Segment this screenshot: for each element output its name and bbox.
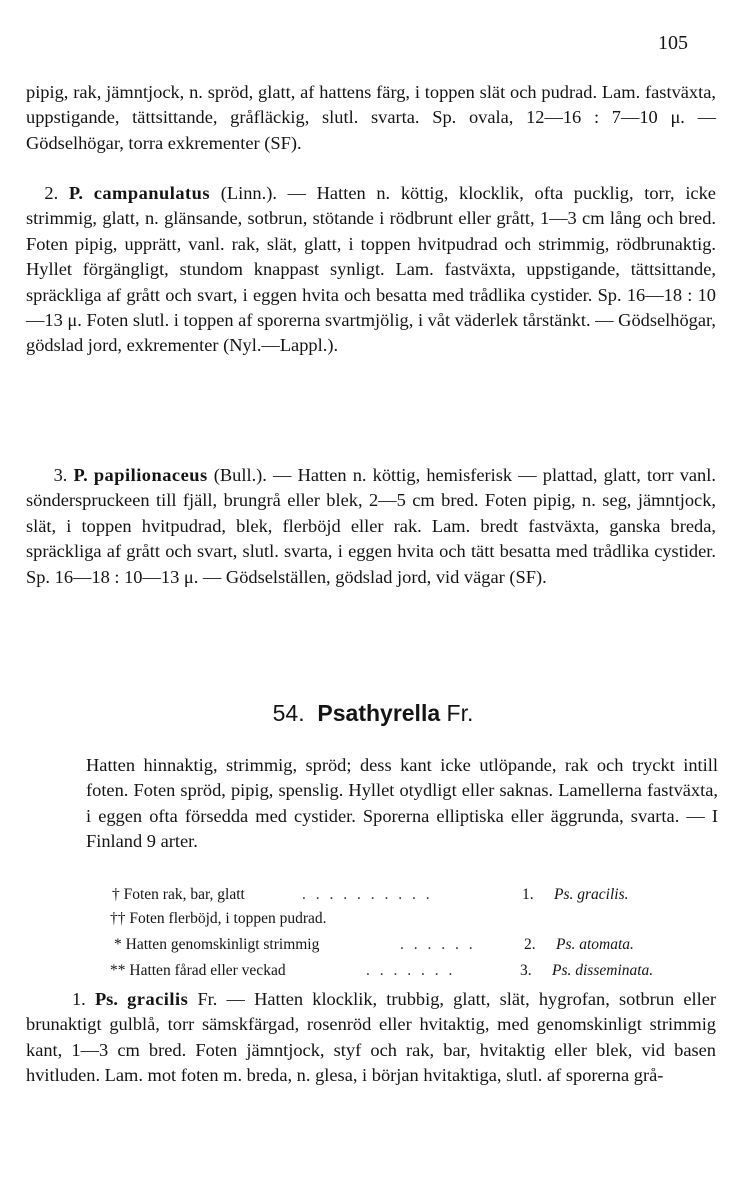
key-mark: * — [114, 936, 122, 953]
entry-text: — Hatten n. köttig, hemisferisk — plattad, glatt, torr vanl. sönderspruckeen till fjäll, brungrå eller blek, 2—5 cm bred. Foten pipig, n. seg, jämntjock, slät, i toppen hvitpudrad, blek, flerböjd eller rak. Lam. bredt fastväxta, ganska breda, spräckliga af grått och svart, slutl. svarta, i eggen hvita och tätt besatta med trådlika cystider. Sp. 16—18 : 10—13 μ. — Gödselställen, gödslad jord, vid vägar (SF). — [26, 465, 716, 587]
entry-text: — Hatten n. köttig, klocklik, ofta pucklig, torr, icke strimmig, glatt, n. glänsande, sotbrun, stötande i rödbrunt eller grått, 1—3 cm lång och bred. Foten pipig, upprätt, vanl. rak, slät, glatt, i toppen hvitpudrad och strimmig, rödbrunaktig. Hyllet förgängligt, stundom knappast synligt. Lam. fastväxta, uppstigande, tättsittande, spräckliga af grått och svart, i eggen hvita och besatta med trådlika cystider. Sp. 16—18 : 10—13 μ. Foten slutl. i toppen af sporerna svartmjölig, i våt väderlek tårstänkt. — Gödselhögar, gödslad jord, exkrementer (Nyl.—Lappl.). — [26, 183, 716, 356]
entry-author: (Linn.). — [220, 183, 277, 203]
entry-species: papilionaceus — [93, 465, 208, 485]
key-row — [110, 962, 710, 986]
genus-heading — [0, 700, 746, 727]
genus-description — [86, 753, 718, 855]
key-text: Foten rak, bar, glatt — [123, 886, 245, 903]
entry-species: campanulatus — [93, 183, 211, 203]
key-species: Ps. atomata. — [556, 936, 634, 953]
key-leader: . . . . . . . — [366, 962, 456, 979]
entry-species: gracilis — [127, 989, 189, 1009]
species-entry-papilionaceus — [26, 463, 716, 590]
genus-description-text: Hatten hinnaktig, strimmig, spröd; dess kant icke utlöpande, rak och tryckt intill foten. Foten spröd, pipig, spenslig. Hyllet otydligt eller saknas. Lamellerna fastväxta, i eggen ofta försedda med cystider. Sporerna elliptiska eller äggrunda, svarta. — I Finland 9 arter. — [86, 755, 718, 852]
key-mark: †† — [110, 910, 126, 927]
entry-number: 1. — [71, 989, 86, 1009]
key-text: Foten flerböjd, i toppen pudrad. — [129, 910, 327, 927]
entry-paragraph — [26, 987, 716, 1089]
genus-name: Psathyrella — [317, 700, 441, 726]
genus-number: 54. — [272, 700, 305, 726]
key-leader: . . . . . . . . . . — [302, 886, 433, 903]
entry-paragraph — [26, 181, 716, 359]
key-mark: † — [112, 886, 120, 903]
entry-text: — Hatten klocklik, trubbig, glatt, slät, hygrofan, sotbrun eller brunaktigt gulblå, torr sämskfärgad, rosenröd eller hvitaktig, med genomskinligt strimmig kant, 1—3 cm bred. Foten jämntjock, styf och rak, bar, hvitaktig eller blek, vid basen hvitluden. Lam. mot foten m. breda, n. glesa, i början hvitaktiga, slutl. af sporerna grå- — [26, 989, 716, 1086]
key-text: Hatten fårad eller veckad — [129, 962, 286, 979]
key-number: 3. — [520, 962, 532, 979]
key-text: Hatten genomskinligt strimmig — [125, 936, 320, 953]
entry-genus: P. — [73, 465, 88, 485]
page-number: 105 — [658, 32, 688, 54]
key-number: 1. — [522, 886, 534, 903]
key-mark: ** — [110, 962, 126, 979]
entry-author: Fr. — [197, 989, 218, 1009]
species-entry-campanulatus — [26, 181, 716, 359]
key-species: Ps. disseminata. — [552, 962, 654, 979]
paragraph-continuation — [26, 80, 716, 156]
entry-number: 3. — [53, 465, 68, 485]
continuation-text: pipig, rak, jämntjock, n. spröd, glatt, af hattens färg, i toppen slät och pudrad. Lam. fastväxta, uppstigande, tättsittande, gråfläckig, slutl. svarta. Sp. ovala, 12—16 : 7—10 μ. — Gödselhögar, torra exkrementer (SF). — [26, 82, 716, 153]
entry-author: (Bull.). — [213, 465, 267, 485]
genus-author: Fr. — [446, 700, 474, 726]
key-row — [112, 886, 712, 910]
key-row — [114, 936, 714, 960]
key-leader: . . . . . . — [400, 936, 476, 953]
entry-genus: P. — [68, 183, 84, 203]
species-entry-gracilis — [26, 987, 716, 1089]
key-species: Ps. gracilis. — [554, 886, 629, 903]
entry-number: 2. — [44, 183, 59, 203]
entry-genus: Ps. — [94, 989, 118, 1009]
entry-paragraph — [26, 463, 716, 590]
key-row — [110, 910, 710, 934]
key-number: 2. — [524, 936, 536, 953]
